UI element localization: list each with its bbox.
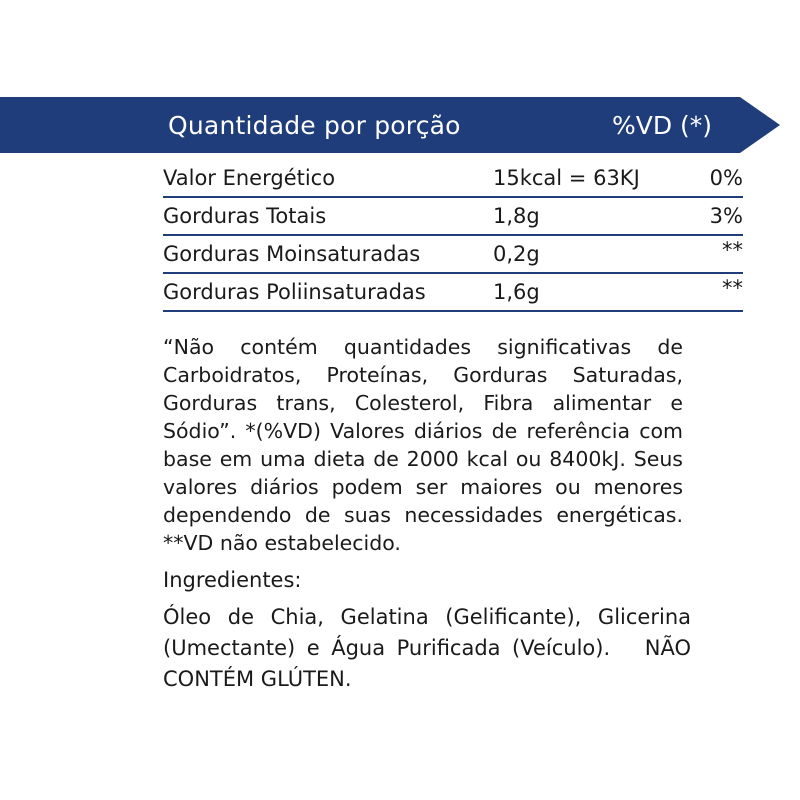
- nutrient-name: Gorduras Moinsaturadas: [163, 242, 421, 266]
- nutrient-vd: **: [722, 238, 743, 262]
- gluten-note-text: NÃO CONTÉM GLÚTEN.: [163, 636, 691, 691]
- nutrient-vd: 3%: [709, 204, 743, 228]
- ingredients-text: [163, 602, 691, 695]
- nutrient-vd: 0%: [709, 166, 743, 190]
- nutrient-name: Valor Energético: [163, 166, 336, 190]
- table-row: [163, 236, 743, 274]
- footnote-text: “Não contém quantidades significativas de Carboidratos, Proteínas, Gorduras Saturadas, Gorduras trans, Colesterol, Fibra alimentar e Sódio”. *(%VD) Valores diários de referência com base em uma dieta de 2000 kcal ou 8400kJ. Seus valores diários podem ser maiores ou menores dependendo de suas necessidades energéticas. **VD não estabelecido.: [163, 335, 683, 555]
- nutrient-name: Gorduras Poliinsaturadas: [163, 280, 426, 304]
- ingredients-title: Ingredientes:: [163, 568, 302, 592]
- nutrient-value: 0,2g: [493, 242, 540, 266]
- nutrient-value: 1,8g: [493, 204, 540, 228]
- nutrient-value: 15kcal = 63KJ: [493, 166, 640, 190]
- header-title: Quantidade por porção: [168, 110, 461, 140]
- table-row: [163, 198, 743, 236]
- table-row: [163, 160, 743, 198]
- table-row: [163, 274, 743, 312]
- gluten-note: [622, 636, 645, 660]
- ingredients-list: Óleo de Chia, Gelatina (Gelificante), Glicerina (Umectante) e Água Purificada (Veículo).: [163, 605, 691, 660]
- nutrition-table: [163, 160, 743, 312]
- nutrient-vd: **: [722, 276, 743, 300]
- nutrient-value: 1,6g: [493, 280, 540, 304]
- header-vd-label: %VD (*): [612, 110, 713, 140]
- nutrient-name: Gorduras Totais: [163, 204, 327, 228]
- header-row: [0, 97, 780, 153]
